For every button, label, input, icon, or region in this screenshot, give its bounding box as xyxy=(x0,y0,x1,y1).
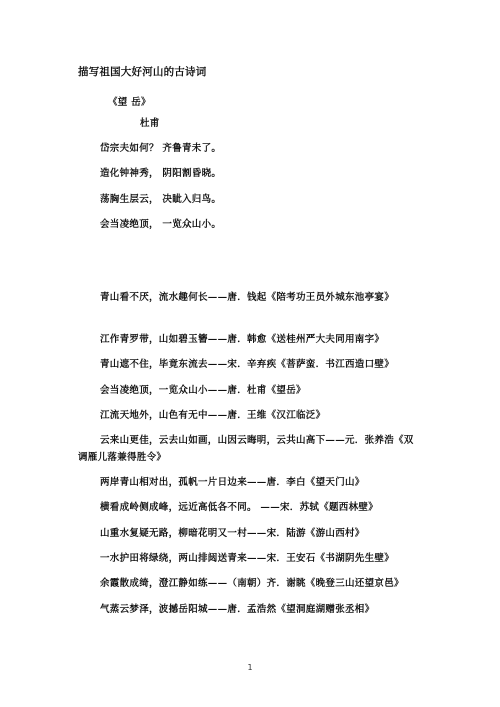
quote-item: 青山看不厌，流水趣何长——唐．钱起《陪考功王员外城东池亭宴》 xyxy=(100,292,395,303)
page-number: 1 xyxy=(247,663,253,672)
poem-line: 岱宗夫如何？ 齐鲁青未了。 xyxy=(100,143,222,154)
poem-author: 杜甫 xyxy=(140,118,160,129)
document-title: 描写祖国大好河山的古诗词 xyxy=(78,66,207,78)
poem-line: 造化钟神秀， 阴阳割昏晓。 xyxy=(100,168,222,179)
quote-item: 余霞散成绮，澄江静如练——（南朝）齐．谢眺《晚登三山还望京邑》 xyxy=(100,578,404,589)
quote-item: 山重水复疑无路，柳暗花明又一村——宋．陆游《游山西村》 xyxy=(100,528,365,539)
poem-title: 《望 岳》 xyxy=(108,97,151,108)
poem-line: 荡胸生层云， 决眦入归鸟。 xyxy=(100,194,222,205)
quote-item: 江流天地外，山色有无中——唐．王维《汉江临泛》 xyxy=(100,410,326,421)
quote-item: 横看成岭侧成峰，远近高低各不同。 ——宋．苏轼《题西林壁》 xyxy=(100,502,379,513)
quote-item: 两岸青山相对出，孤帆一片日边来——唐．李白《望天门山》 xyxy=(100,477,365,488)
quote-item: 云来山更佳，云去山如画，山因云晦明，云共山高下——元．张养浩《双调雁儿落兼得胜令》 xyxy=(78,435,414,463)
quote-item: 青山遮不住，毕竟东流去——宋．辛弃疾《菩萨蛮．书江西造口壁》 xyxy=(100,359,395,370)
poem-line: 会当凌绝顶， 一览众山小。 xyxy=(100,219,222,230)
quote-item: 江作青罗带，山如碧玉簪——唐．韩愈《送桂州严大夫同用南字》 xyxy=(100,334,385,345)
quote-item: 气蒸云梦泽，波撼岳阳城——唐．孟浩然《望洞庭湖赠张丞相》 xyxy=(100,604,375,615)
quote-item: 一水护田将绿绕，两山排闼送青来——宋．王安石《书湖阴先生壁》 xyxy=(100,553,395,564)
quote-item: 会当凌绝顶，一览众山小——唐．杜甫《望岳》 xyxy=(100,385,306,396)
